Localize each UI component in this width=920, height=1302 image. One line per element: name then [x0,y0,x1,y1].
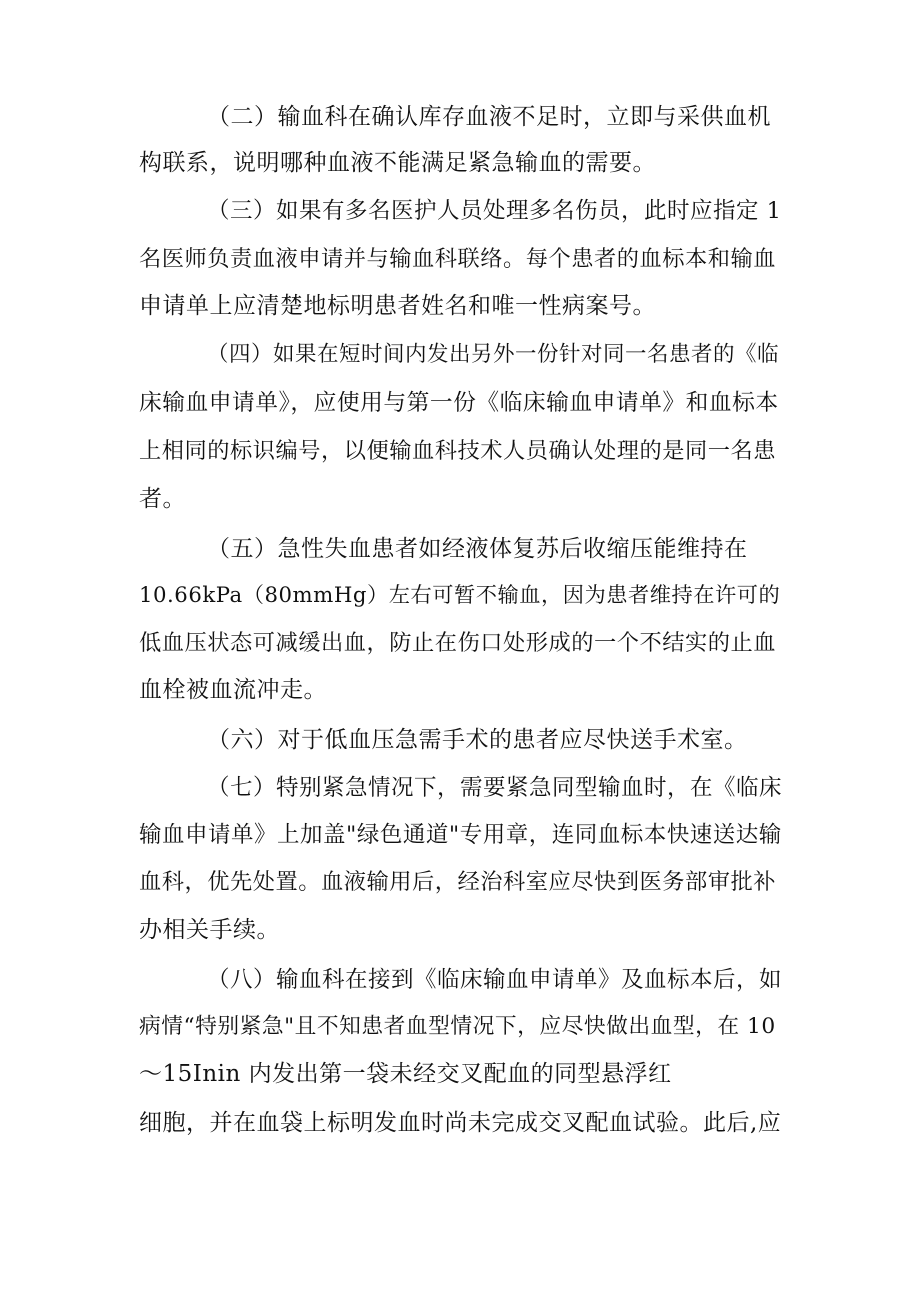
paragraph-5-line-4: 血栓被血流冲走。 [139,677,327,703]
paragraph-4-line-3: 上相同的标识编号，以便输血科技术人员确认处理的是同一名患 [139,438,776,464]
paragraph-6-line-1: （六）对于低血压急需手术的患者应尽快送手术室。 [207,727,748,753]
paragraph-8-line-4: 细胞，并在血袋上标明发血时尚未完成交叉配血试验。此后,应 [139,1110,782,1136]
paragraph-3-line-1: （三）如果有多名医护人员处理多名伤员，此时应指定 1 [207,198,782,224]
paragraph-5-line-1: （五）急性失血患者如经液体复苏后收缩压能维持在 [207,536,748,562]
paragraph-4-line-4: 者。 [139,486,186,512]
paragraph-2-line-2: 构联系，说明哪种血液不能满足紧急输血的需要。 [139,150,656,176]
paragraph-4-line-2: 床输血申请单》，应使用与第一份《临床输血申请单》和血标本 [139,390,779,416]
paragraph-3-line-3: 申请单上应清楚地标明患者姓名和唯一性病案号。 [139,293,656,319]
paragraph-7-line-2: 输血申请单》上加盖"绿色通道"专用章，连同血标本快速送达输 [139,822,782,848]
paragraph-7-line-4: 办相关手续。 [139,917,280,943]
paragraph-5-line-2: 10.66kPa（80mmHg）左右可暂不输血，因为患者维持在许可的 [139,583,781,608]
paragraph-7-line-1: （七）特别紧急情况下，需要紧急同型输血时，在《临床 [207,775,783,801]
paragraph-7-line-3: 血科，优先处置。血液输用后，经治科室应尽快到医务部审批补 [139,869,776,895]
paragraph-2-line-1: （二）输血科在确认库存血液不足时，立即与采供血机 [207,104,771,130]
paragraph-8-line-3: ～15Inin 内发出第一袋未经交叉配血的同型悬浮红 [139,1061,672,1087]
paragraph-8-line-1: （八）输血科在接到《临床输血申请单》及血标本后，如 [207,967,783,993]
paragraph-5-line-3: 低血压状态可减缓出血，防止在伤口处形成的一个不结实的止血 [139,630,776,656]
paragraph-8-line-2: 病情“特别紧急"且不知患者血型情况下，应尽快做出血型，在 10 [139,1014,776,1039]
paragraph-3-line-2: 名医师负责血液申请并与输血科联络。每个患者的血标本和输血 [139,246,776,272]
paragraph-4-line-1: （四）如果在短时间内发出另外一份针对同一名患者的《临 [207,342,780,367]
